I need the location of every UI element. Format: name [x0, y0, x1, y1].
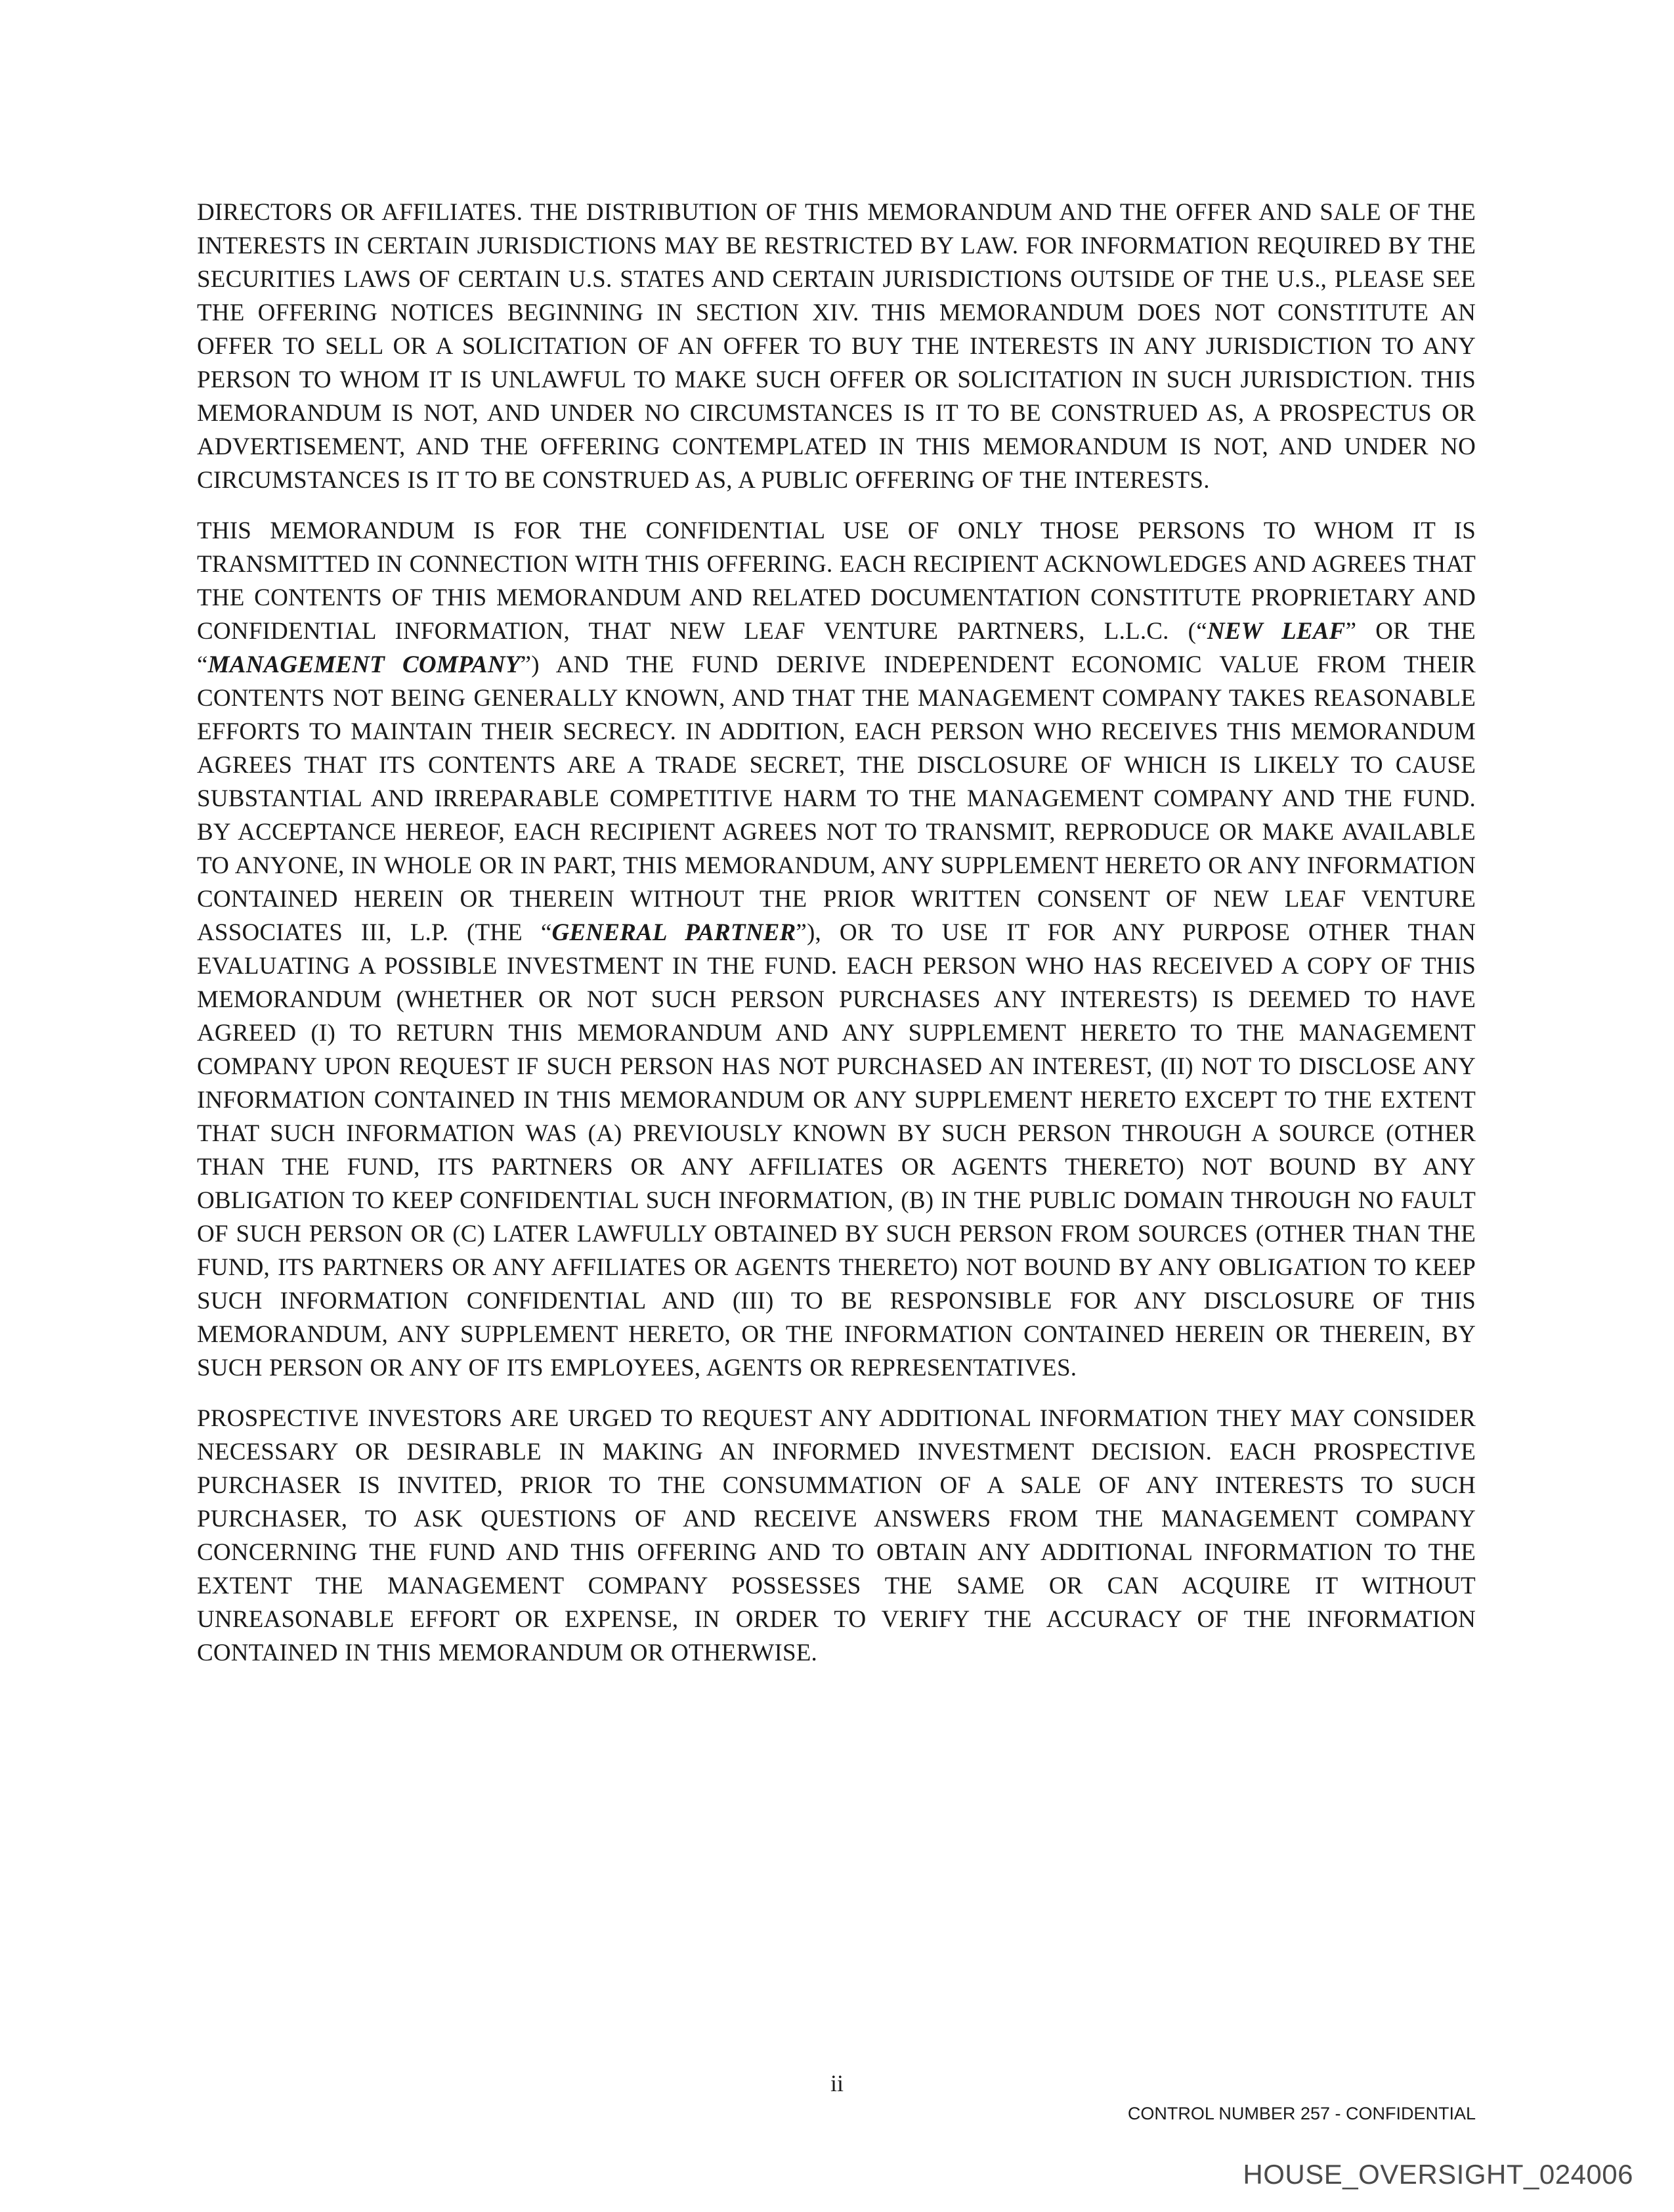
text-segment: NEW LEAF [1207, 618, 1346, 645]
text-segment: MANAGEMENT COMPANY [207, 651, 521, 678]
paragraph [197, 196, 1476, 497]
text-segment: ” OR THE “ [197, 618, 1476, 678]
text-segment: GENERAL PARTNER [551, 919, 796, 946]
text-segment: ”), OR TO USE IT FOR ANY PURPOSE OTHER THAN EVALUATING A POSSIBLE INVESTMENT IN THE FUND. EACH PERSON WHO HAS RECEIVED A COPY OF THIS MEMORANDUM (WHETHER OR NOT SUCH PERSON PURCHASES ANY INTERESTS) IS DEEMED TO HAVE AGREED (I) TO RETURN THIS MEMORANDUM AND ANY SUPPLEMENT HERETO TO THE MANAGEMENT COMPANY UPON REQUEST IF SUCH PERSON HAS NOT PURCHASED AN INTEREST, (II) NOT TO DISCLOSE ANY INFORMATION CONTAINED IN THIS MEMORANDUM OR ANY SUPPLEMENT HERETO EXCEPT TO THE EXTENT THAT SUCH INFORMATION WAS (A) PREVIOUSLY KNOWN BY SUCH PERSON THROUGH A SOURCE (OTHER THAN THE FUND, ITS PARTNERS OR ANY AFFILIATES OR AGENTS THERETO) NOT BOUND BY ANY OBLIGATION TO KEEP CONFIDENTIAL SUCH INFORMATION, (B) IN THE PUBLIC DOMAIN THROUGH NO FAULT OF SUCH PERSON OR (C) LATER LAWFULLY OBTAINED BY SUCH PERSON FROM SOURCES (OTHER THAN THE FUND, ITS PARTNERS OR ANY AFFILIATES OR AGENTS THERETO) NOT BOUND BY ANY OBLIGATION TO KEEP SUCH INFORMATION CONFIDENTIAL AND (III) TO BE RESPONSIBLE FOR ANY DISCLOSURE OF THIS MEMORANDUM, ANY SUPPLEMENT HERETO, OR THE INFORMATION CONTAINED HEREIN OR THEREIN, BY SUCH PERSON OR ANY OF ITS EMPLOYEES, AGENTS OR REPRESENTATIVES. [197, 919, 1476, 1381]
text-segment: THIS MEMORANDUM IS FOR THE CONFIDENTIAL USE OF ONLY THOSE PERSONS TO WHOM IT IS TRANSMITTED IN CONNECTION WITH THIS OFFERING. EACH RECIPIENT ACKNOWLEDGES AND AGREES THAT THE CONTENTS OF THIS MEMORANDUM AND RELATED DOCUMENTATION CONSTITUTE PROPRIETARY AND CONFIDENTIAL INFORMATION, THAT NEW LEAF VENTURE PARTNERS, L.L.C. (“ [197, 517, 1476, 645]
paragraph [197, 1402, 1476, 1670]
paragraph [197, 514, 1476, 1385]
text-segment: ”) AND THE FUND DERIVE INDEPENDENT ECONOMIC VALUE FROM THEIR CONTENTS NOT BEING GENERALLY KNOWN, AND THAT THE MANAGEMENT COMPANY TAKES REASONABLE EFFORTS TO MAINTAIN THEIR SECRECY. IN ADDITION, EACH PERSON WHO RECEIVES THIS MEMORANDUM AGREES THAT ITS CONTENTS ARE A TRADE SECRET, THE DISCLOSURE OF WHICH IS LIKELY TO CAUSE SUBSTANTIAL AND IRREPARABLE COMPETITIVE HARM TO THE MANAGEMENT COMPANY AND THE FUND. BY ACCEPTANCE HEREOF, EACH RECIPIENT AGREES NOT TO TRANSMIT, REPRODUCE OR MAKE AVAILABLE TO ANYONE, IN WHOLE OR IN PART, THIS MEMORANDUM, ANY SUPPLEMENT HERETO OR ANY INFORMATION CONTAINED HEREIN OR THEREIN WITHOUT THE PRIOR WRITTEN CONSENT OF NEW LEAF VENTURE ASSOCIATES III, L.P. (THE “ [197, 651, 1476, 946]
bates-stamp: HOUSE_OVERSIGHT_024006 [1243, 2159, 1633, 2190]
text-segment: DIRECTORS OR AFFILIATES. THE DISTRIBUTION OF THIS MEMORANDUM AND THE OFFER AND SALE OF THE INTERESTS IN CERTAIN JURISDICTIONS MAY BE RESTRICTED BY LAW. FOR INFORMATION REQUIRED BY THE SECURITIES LAWS OF CERTAIN U.S. STATES AND CERTAIN JURISDICTIONS OUTSIDE OF THE U.S., PLEASE SEE THE OFFERING NOTICES BEGINNING IN SECTION XIV. THIS MEMORANDUM DOES NOT CONSTITUTE AN OFFER TO SELL OR A SOLICITATION OF AN OFFER TO BUY THE INTERESTS IN ANY JURISDICTION TO ANY PERSON TO WHOM IT IS UNLAWFUL TO MAKE SUCH OFFER OR SOLICITATION IN SUCH JURISDICTION. THIS MEMORANDUM IS NOT, AND UNDER NO CIRCUMSTANCES IS IT TO BE CONSTRUED AS, A PROSPECTUS OR ADVERTISEMENT, AND THE OFFERING CONTEMPLATED IN THIS MEMORANDUM IS NOT, AND UNDER NO CIRCUMSTANCES IS IT TO BE CONSTRUED AS, A PUBLIC OFFERING OF THE INTERESTS. [197, 199, 1476, 494]
page-number: ii [830, 2070, 844, 2096]
document-body [197, 196, 1476, 1670]
text-segment: PROSPECTIVE INVESTORS ARE URGED TO REQUEST ANY ADDITIONAL INFORMATION THEY MAY CONSIDER NECESSARY OR DESIRABLE IN MAKING AN INFORMED INVESTMENT DECISION. EACH PROSPECTIVE PURCHASER IS INVITED, PRIOR TO THE CONSUMMATION OF A SALE OF ANY INTERESTS TO SUCH PURCHASER, TO ASK QUESTIONS OF AND RECEIVE ANSWERS FROM THE MANAGEMENT COMPANY CONCERNING THE FUND AND THIS OFFERING AND TO OBTAIN ANY ADDITIONAL INFORMATION TO THE EXTENT THE MANAGEMENT COMPANY POSSESSES THE SAME OR CAN ACQUIRE IT WITHOUT UNREASONABLE EFFORT OR EXPENSE, IN ORDER TO VERIFY THE ACCURACY OF THE INFORMATION CONTAINED IN THIS MEMORANDUM OR OTHERWISE. [197, 1405, 1476, 1666]
control-number-line: CONTROL NUMBER 257 - CONFIDENTIAL [1127, 2104, 1476, 2123]
